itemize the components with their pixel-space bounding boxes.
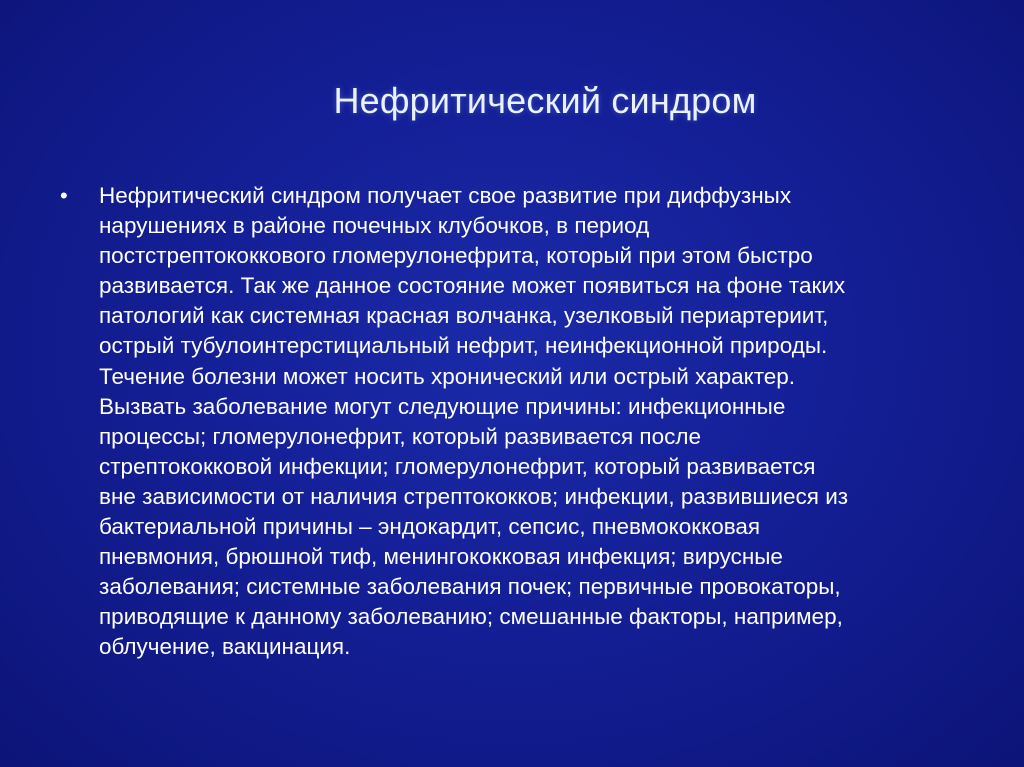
bullet-text-line: облучение, вакцинация. <box>99 634 351 660</box>
bullet-text-line: постстрептококкового гломерулонефрита, который при этом быстро <box>99 243 813 269</box>
bullet-text-line: заболевания; системные заболевания почек; первичные провокаторы, <box>99 574 841 600</box>
bullet-text-line: пневмония, брюшной тиф, менингококковая инфекция; вирусные <box>99 544 783 570</box>
bullet-text-line: Течение болезни может носить хронический или острый характер. <box>99 363 796 389</box>
bullet-text-line: вне зависимости от наличия стрептококков; инфекции, развившиеся из <box>99 483 849 509</box>
bullet-text-line: нарушениях в районе почечных клубочков, в период <box>99 213 650 239</box>
bullet-text-line: приводящие к данному заболеванию; смешанные факторы, например, <box>99 604 843 630</box>
bullet-list <box>60 181 960 663</box>
bullet-marker: • <box>60 183 68 208</box>
bullet-text-line: процессы; гломерулонефрит, который развивается после <box>99 423 701 449</box>
bullet-text-line: Нефритический синдром получает свое развитие при диффузных <box>99 183 792 208</box>
bullet-text-line: стрептококковой инфекции; гломерулонефрит, который развивается <box>99 453 816 479</box>
bullet-text-line: острый тубулоинтерстициальный нефрит, неинфекционной природы. <box>99 333 828 359</box>
bullet-text-line: Вызвать заболевание могут следующие причины: инфекционные <box>99 393 786 419</box>
bullet-item <box>60 181 960 663</box>
slide-title: Нефритический синдром <box>333 80 757 121</box>
bullet-text-line: развивается. Так же данное состояние может появиться на фоне таких <box>99 273 846 299</box>
bullet-text-line: патологий как системная красная волчанка, узелковый периартериит, <box>99 303 829 329</box>
bullet-text-line: бактериальной причины – эндокардит, сепсис, пневмококковая <box>99 514 761 540</box>
